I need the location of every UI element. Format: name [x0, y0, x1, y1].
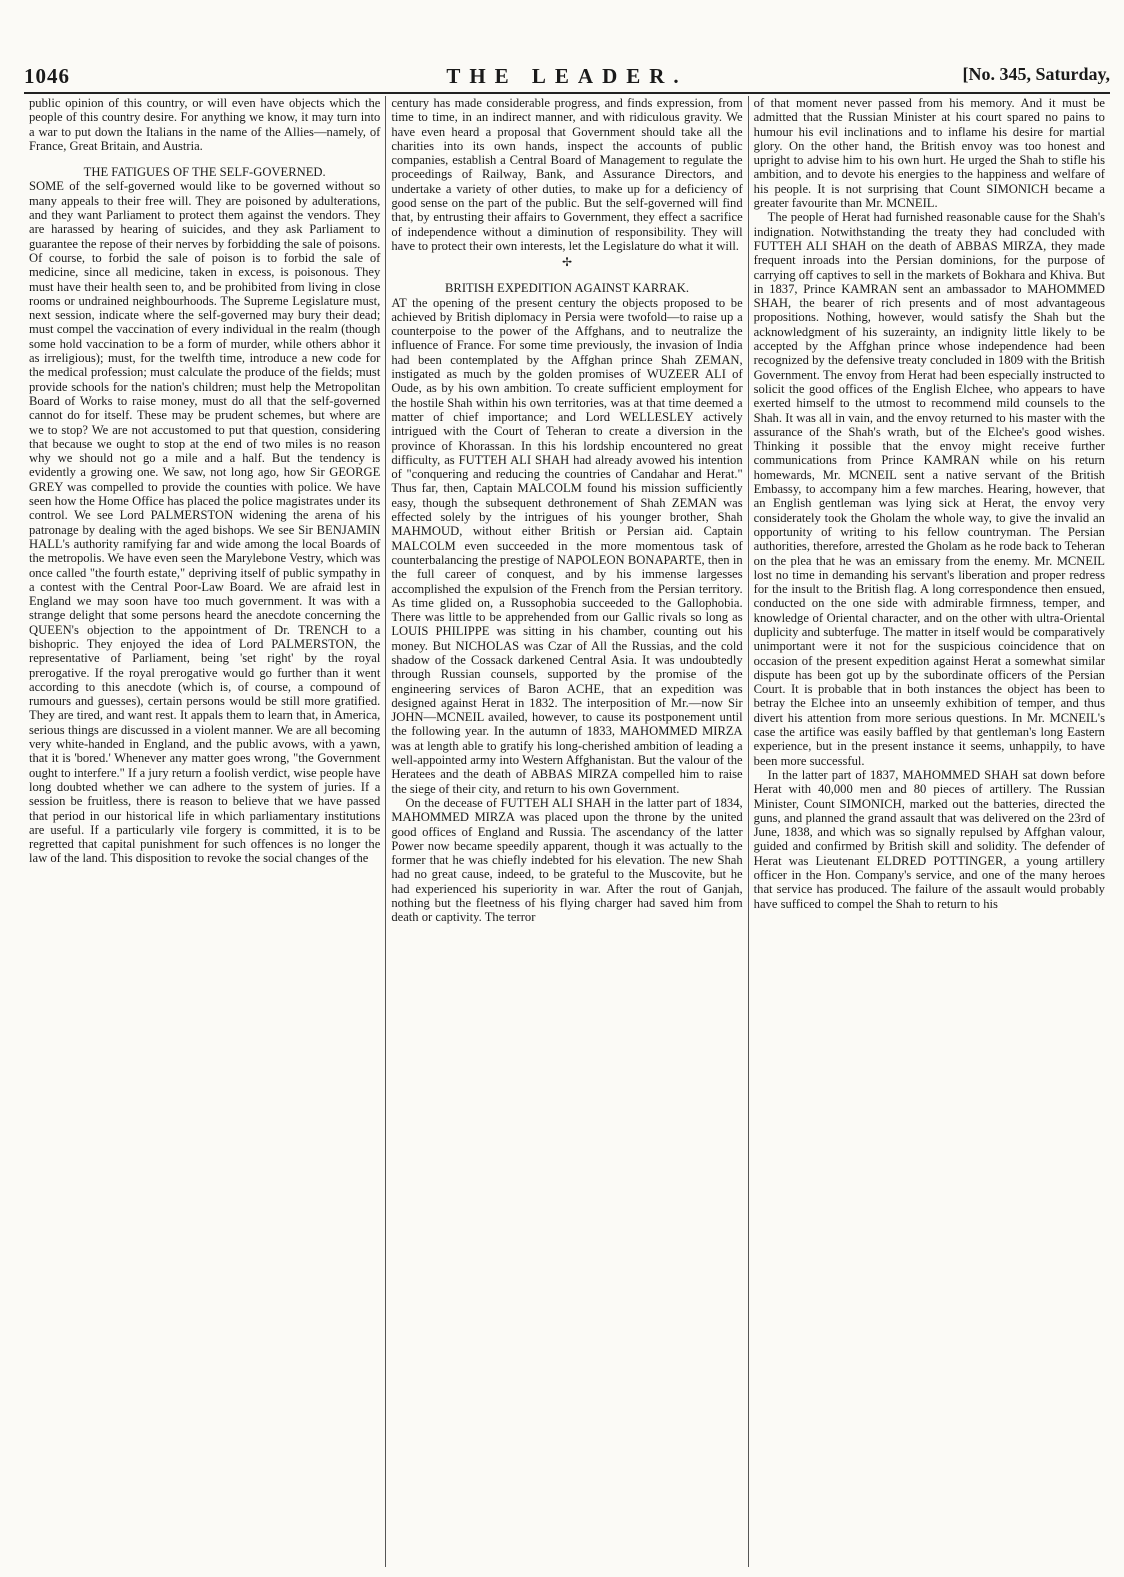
- continued-paragraph: public opinion of this country, or will even have objects which the people of this country desire. For anything we know, it may turn into a war to put down the Italians in the name of the Allies—namely, of France, Great Britain, and Austria.: [29, 96, 381, 153]
- article-paragraph: SOME of the self-governed would like to be governed without so many appeals to their free will. They are poisoned by adulterations, and they want Parliament to protect them against the vendors. They are harassed by hearing of suicides, and they ask Parliament to guarantee the repose of their nerves by forbidding the sale of poisons. Of course, to forbid the sale of poison is to forbid the sale of medicine, since all medicine, taken in excess, is poisonous. They must have their health seen to, and be prohibited from living in close rooms or undrained neighbourhoods. The Supreme Legislature must, next session, indicate where the self-governed may bury their dead; must compel the vaccination of every individual in the realm (though some hold vaccination to be a form of murder, while others abhor it as irreligious); must, for the twelfth time, introduce a new code for the medical profession; must calculate the produce of the fields; must provide schools for the nation's children; must help the Metropolitan Board of Works to raise money, must do all that the self-governed cannot do for itself. These may be prudent schemes, but where are we to stop? We are not accustomed to put that question, considering that because we ought to stop at the end of two miles is no reason why we should not go a mile and a half. But the tendency is evidently a growing one. We saw, not long ago, how Sir GEORGE GREY was compelled to provide the counties with police. We have seen how the Home Office has placed the police magistrates under its control. We see Lord PALMERSTON widening the arena of his patronage by dealing with the aged bishops. We see Sir BENJAMIN HALL's authority ramifying far and wide among the local Boards of the metropolis. We have even seen the Marylebone Vestry, which was once called "the fourth estate," depriving itself of public sympathy in a contest with the Central Poor-Law Board. We are afraid lest in England we may soon have too much government. It was with a strange delight that some persons heard the anecdote concerning the QUEEN's objection to the appointment of Dr. TRENCH to a bishopric. They enjoyed the idea of Lord PALMERSTON, the representative of Parliament, being 'set right' by the royal prerogative. If the royal prerogative would go further than it went according to this anecdote (which is, of course, a compound of rumours and guesses), certain persons would be still more gratified. They are tired, and want rest. It appals them to learn that, in America, serious things are discussed in a violent manner. We are all becoming very white-handed in England, and the public avows, with a yawn, that it is 'bored.' Whenever any matter goes wrong, "the Government ought to interfere." If a jury return a foolish verdict, wise people have long doubted whether we can adhere to the system of juries. If a session be fruitless, there is reason to believe that we have passed that period in our historical life in which parliamentary institutions are useful. If a particularly vile forgery is committed, it is to be regretted that capital punishment for such offences is no longer the law of the land. This disposition to revoke the social changes of the: [29, 179, 381, 866]
- continued-paragraph: century has made considerable progress, and finds expression, from time to time, in an indirect manner, and with ridiculous gravity. We have even heard a proposal that Government should take all the charities into its own hands, inspect the accounts of public companies, establish a Central Board of Management to regulate the proceedings of Railway, Bank, and Assurance Directors, and undertake a variety of other duties, to make up for a deficiency of good sense on the part of the public. But the self-governed will find that, by entrusting their affairs to Government, they effect a sacrifice of independence without a diminution of responsibility. They will have to protect their own interests, let the Legislature do what it will.: [391, 96, 743, 253]
- article-paragraph: On the decease of FUTTEH ALI SHAH in the latter part of 1834, MAHOMMED MIRZA was placed upon the throne by the united good offices of England and Russia. The ascendancy of the latter Power now became speedily apparent, though it was actually to the former that he was chiefly indebted for his elevation. The new Shah had no great cause, indeed, to be grateful to the Muscovite, but he had experienced his superiority in war. After the rout of Ganjah, nothing but the fleetness of his flying charger had saved him from death or captivity. The terror: [391, 795, 743, 925]
- article-paragraph: The people of Herat had furnished reasonable cause for the Shah's indignation. Notwithstanding the treaty they had concluded with FUTTEH ALI SHAH on the death of ABBAS MIRZA, they made frequent inroads into the Persian dominions, for the purpose of carrying off captives to sell in the markets of Bokhara and Khiva. But in 1837, Prince KAMRAN sent an ambassador to MAHOMMED SHAH, the bearer of rich presents and of most advantageous propositions. Nothing, however, would satisfy the Shah but the acknowledgment of his suzerainty, an indignity little likely to be accepted by the Affghan prince whose independence had been recognized by the defensive treaty concluded in 1809 with the British Government. The envoy from Herat had been especially instructed to solicit the good offices of the English Elchee, who appears to have exerted himself to the utmost to recommend mild counsels to the Shah. It was all in vain, and the envoy returned to his master with the assurance of the Shah's wrath, but of the Elchee's good wishes. Thinking it possible that the envoy might receive further communications from Prince KAMRAN while on his return homewards, Mr. MCNEIL sent a native servant of the British Embassy, to accompany him a few marches. Hearing, however, that an English gentleman was lying sick at Herat, the envoy very considerately took the Gholam the whole way, to give the invalid an opportunity of writing to his fellow countryman. The Persian authorities, therefore, arrested the Gholam as he rode back to Teheran on the plea that he was an emissary from the enemy. Mr. MCNEIL lost no time in demanding his servant's liberation and proper redress for the insult to the British flag. A long correspondence then ensued, conducted on the one side with admirable firmness, temper, and knowledge of Oriental character, and on the other with ultra-Oriental duplicity and subterfuge. The matter in itself would be comparatively unimportant were it not for the suspicious coincidence that on occasion of the present expedition against Herat a somewhat similar dispute has been got up by the subordinate officers of the Persian Court. It is probable that in both instances the object has been to betray the Elchee into an unseemly exhibition of temper, and thus divert his attention from more serious questions. In Mr. MCNEIL's case the artifice was easily baffled by that gentleman's long Eastern experience, but in the present instance it seems, unhappily, to have been more successful.: [753, 210, 1105, 768]
- masthead: [24, 64, 1110, 90]
- column-3: [748, 96, 1110, 1567]
- columns: [24, 96, 1110, 1567]
- issue-info: [No. 345, Saturday,: [962, 64, 1110, 84]
- article-paragraph: AT the opening of the present century the objects proposed to be achieved by British diplomacy in Persia were twofold—to raise up a counterpoise to the power of the Affghans, and to neutralize the influence of France. For some time previously, the invasion of India had been contemplated by the Affghan prince Shah ZEMAN, instigated as much by the golden promises of WUZEER ALI of Oude, as by his own ambition. To create sufficient employment for the hostile Shah within his own territories, was at that time deemed a matter of chief importance; and Lord WELLESLEY actively intrigued with the Court of Teheran to create a diversion in the province of Khorassan. In this his lordship encountered no great difficulty, as FUTTEH ALI SHAH had already avowed his intention of "conquering and reducing the countries of Candahar and Herat." Thus far, then, Captain MALCOLM found his mission sufficiently easy, though the subsequent dethronement of Shah ZEMAN was effected solely by the intrigues of his younger brother, Shah MAHMOUD, without either British or Persian aid. Captain MALCOLM even succeeded in the more momentous task of counterbalancing the prestige of NAPOLEON BONAPARTE, then in the full career of conquest, and by his immense largesses accomplished the expulsion of the French from the Persian territory. As time glided on, a Russophobia succeeded to the Gallophobia. There was little to be apprehended from our Gallic rivals so long as LOUIS PHILIPPE was sitting in his chamber, counting out his money. But NICHOLAS was Czar of All the Russias, and the cold shadow of the Cossack darkened Central Asia. It was undoubtedly through Russian counsels, supported by the promise of the engineering services of Baron ACHE, that an expedition was designed against Herat in 1832. The interposition of Mr.—now Sir JOHN—MCNEIL availed, however, to cause its postponement until the following year. In the autumn of 1833, MAHOMMED MIRZA was at length able to gratify his long-cherished ambition of leading a well-appointed army into Western Affghanistan. But the valour of the Heratees and the death of ABBAS MIRZA compelled him to raise the siege of their city, and return to his own Government.: [391, 295, 743, 796]
- newspaper-title: THE LEADER.: [446, 64, 688, 88]
- column-1: [24, 96, 385, 1567]
- header-rule: [24, 92, 1110, 94]
- section-separator: ✢: [561, 255, 573, 270]
- continued-paragraph: of that moment never passed from his memory. And it must be admitted that the Russian Minister at his court spared no pains to humour his evil inclinations and to inflame his desire for martial glory. On the other hand, the British envoy was too honest and upright to advise him to his own hurt. He urged the Shah to stifle his ambition, and to devote his energies to the happiness and welfare of his people. It is not surprising that Count SIMONICH became a greater favourite than Mr. MCNEIL.: [753, 96, 1105, 211]
- article-paragraph: In the latter part of 1837, MAHOMMED SHAH sat down before Herat with 40,000 men and 80 pieces of artillery. The Russian Minister, Count SIMONICH, marked out the batteries, directed the guns, and planned the grand assault that was delivered on the 23rd of June, 1838, and which was so signally repulsed by Affghan valour, guided and confirmed by British skill and solidity. The defender of Herat was Lieutenant ELDRED POTTINGER, a young artillery officer in the Hon. Company's service, and one of the many heroes that service has produced. The failure of the assault would probably have sufficed to compel the Shah to return to his: [753, 767, 1105, 911]
- column-2: [385, 96, 747, 1567]
- article-heading: BRITISH EXPEDITION AGAINST KARRAK.: [445, 281, 689, 296]
- article-heading: THE FATIGUES OF THE SELF-GOVERNED.: [83, 165, 326, 180]
- page-number: 1046: [24, 64, 70, 88]
